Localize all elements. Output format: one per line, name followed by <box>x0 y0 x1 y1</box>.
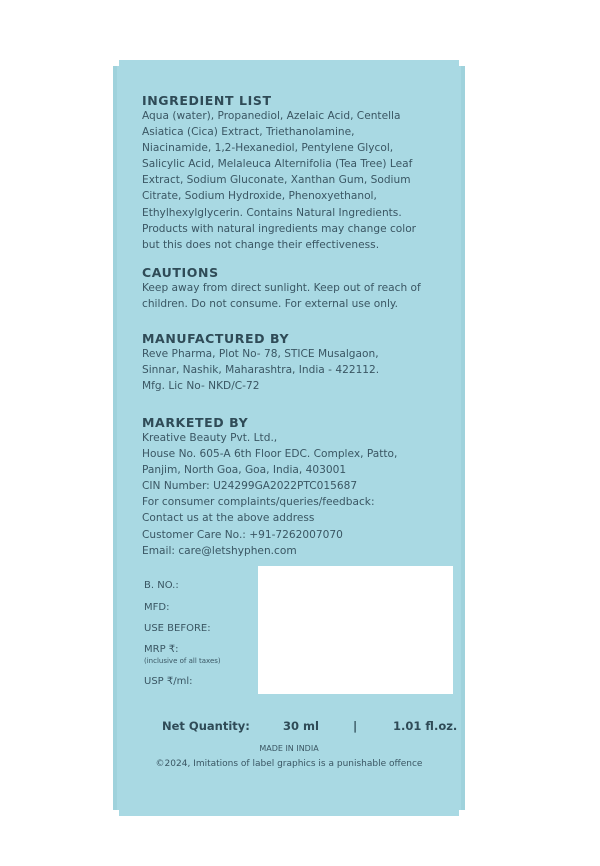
batch-number-label: B. NO.: <box>144 580 179 591</box>
usp-label: USP ₹/ml: <box>144 676 193 687</box>
net-quantity-separator: | <box>353 719 358 733</box>
manufacturer-heading: MANUFACTURED BY <box>142 331 290 346</box>
mfd-label: MFD: <box>144 602 170 613</box>
ingredient-heading: INGREDIENT LIST <box>142 93 272 108</box>
corner-notch <box>459 810 465 816</box>
manufacturer-text: Reve Pharma, Plot No- 78, STICE Musalgaon, Sinnar, Nashik, Maharashtra, India - 422112. Mfg. Lic No- NKD/C-72 <box>142 348 380 393</box>
marketer-heading: MARKETED BY <box>142 415 249 430</box>
cautions-section <box>142 265 455 312</box>
net-quantity-ml: 30 ml <box>283 719 319 733</box>
panel-fold-right <box>461 60 465 816</box>
cautions-text: Keep away from direct sunlight. Keep out of reach of children. Do not consume. For external use only. <box>142 282 421 311</box>
mrp-label: MRP ₹: <box>144 644 179 655</box>
manufacturer-section <box>142 331 455 394</box>
corner-notch <box>113 810 119 816</box>
use-before-label: USE BEFORE: <box>144 623 211 634</box>
marketer-text: Kreative Beauty Pvt. Ltd., House No. 605-A 6th Floor EDC. Complex, Patto, Panjim, North Goa, Goa, India, 403001 CIN Number: U24299GA2022PTC015687 For consumer complaints/queries/feedback: Contact us at the above address Customer Care No.: +91-7262007070 Email: care@letshyphen.com <box>142 432 398 557</box>
cautions-heading: CAUTIONS <box>142 265 219 280</box>
panel-fold-left <box>113 60 117 816</box>
made-in-text: MADE IN INDIA <box>259 744 319 753</box>
mrp-note: (inclusive of all taxes) <box>144 657 221 665</box>
net-quantity-floz: 1.01 fl.oz. <box>393 719 458 733</box>
batch-print-area <box>258 566 453 694</box>
ingredient-text: Aqua (water), Propanediol, Azelaic Acid, Centella Asiatica (Cica) Extract, Triethanolamine, Niacinamide, 1,2-Hexanediol, Pentylene Glycol, Salicylic Acid, Melaleuca Alternifolia (Tea Tree) Leaf Extract, Sodium Gluconate, Xanthan Gum, Sodium Citrate, Sodium Hydroxide, Phenoxyethanol, Ethylhexylglycerin. Contains Natural Ingredients. Products with natural ingredients may change color but this does not change their effectiveness. <box>142 110 417 251</box>
corner-notch <box>113 60 119 66</box>
ingredient-section <box>142 93 455 253</box>
copyright-text: ©2024, Imitations of label graphics is a punishable offence <box>155 759 423 769</box>
net-quantity <box>162 719 458 733</box>
marketer-section <box>142 415 455 559</box>
net-quantity-label: Net Quantity: <box>162 719 250 733</box>
corner-notch <box>459 60 465 66</box>
